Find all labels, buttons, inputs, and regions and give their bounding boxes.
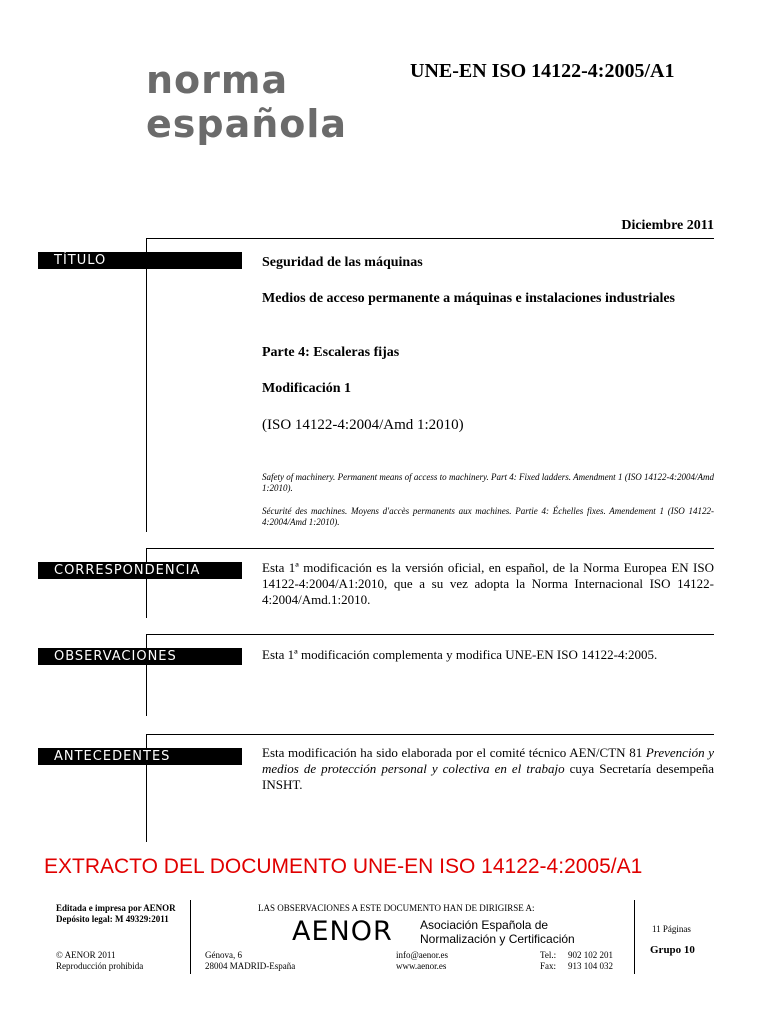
frame-top-line — [146, 238, 714, 239]
frame-left-line — [146, 238, 147, 532]
address-line-1: Génova, 6 — [205, 950, 242, 960]
brand-line-1: norma — [146, 58, 289, 102]
antecedentes-committee-name: Prevención y medios de protección personal y colectiva en el trabajo — [262, 745, 714, 776]
english-title: Safety of machinery. Permanent means of access to machinery. Part 4: Fixed ladders. Amendment 1 (ISO 14122-4:2004/Amd 1:2010). — [262, 472, 714, 493]
copyright: © AENOR 2011 — [56, 950, 116, 960]
antecedentes-text-pre: Esta modificación ha sido elaborada por el comité técnico AEN/CTN 81 — [262, 745, 646, 760]
section-label-titulo: TÍTULO — [38, 252, 242, 269]
price-group: Grupo 10 — [650, 944, 695, 956]
title-line-3: Parte 4: Escaleras fijas — [262, 345, 400, 360]
brand-title — [146, 58, 347, 146]
assoc-line-1: Asociación Española de — [420, 918, 549, 932]
section-label-antecedentes: ANTECEDENTES — [38, 748, 242, 765]
section-divider — [146, 548, 714, 549]
section-divider — [146, 734, 714, 735]
fax-label: Fax: — [540, 961, 557, 971]
title-line-2: Medios de acceso permanente a máquinas e instalaciones industriales — [262, 291, 675, 306]
section-divider — [146, 634, 714, 635]
section-label-correspondencia: CORRESPONDENCIA — [38, 562, 242, 579]
title-line-1: Seguridad de las máquinas — [262, 255, 423, 270]
tel-label: Tel.: — [540, 950, 557, 960]
aenor-association — [420, 918, 575, 946]
assoc-line-2: Normalización y Certificación — [420, 932, 575, 946]
aenor-logo: AENOR — [292, 916, 393, 947]
standard-code: UNE-EN ISO 14122-4:2005/A1 — [410, 60, 675, 82]
page-count: 11 Páginas — [652, 924, 691, 934]
web-link[interactable]: www.aenor.es — [396, 961, 447, 971]
section-label-observaciones: OBSERVACIONES — [38, 648, 242, 665]
antecedentes-text — [262, 745, 714, 793]
publication-date: Diciembre 2011 — [621, 218, 714, 233]
fax-number: 913 104 032 — [568, 961, 613, 971]
iso-reference: (ISO 14122-4:2004/Amd 1:2010) — [262, 417, 464, 433]
footer-divider-left — [190, 900, 191, 974]
deposito-legal: Depósito legal: M 49329:2011 — [56, 914, 169, 924]
french-title: Sécurité des machines. Moyens d'accès permanents aux machines. Partie 4: Échelles fixes. Amendement 1 (ISO 14122-4:2004/Amd 1:2010). — [262, 506, 714, 527]
extract-banner: EXTRACTO DEL DOCUMENTO UNE-EN ISO 14122-4:2005/A1 — [44, 855, 643, 878]
footer-divider-right — [634, 900, 635, 974]
address-line-2: 28004 MADRID-España — [205, 961, 296, 971]
title-line-4: Modificación 1 — [262, 381, 352, 396]
antecedentes-text-post: cuya Secretaría desempeña INSHT. — [262, 761, 714, 792]
edited-by: Editada e impresa por AENOR — [56, 903, 176, 913]
tel-number: 902 102 201 — [568, 950, 613, 960]
frame-left-line — [146, 634, 147, 716]
reproduccion-prohibida: Reproducción prohibida — [56, 961, 144, 971]
observaciones-text: Esta 1ª modificación complementa y modifica UNE-EN ISO 14122-4:2005. — [262, 647, 658, 662]
observaciones-note: LAS OBSERVACIONES A ESTE DOCUMENTO HAN DE DIRIGIRSE A: — [258, 903, 535, 913]
correspondencia-text: Esta 1ª modificación es la versión oficial, en español, de la Norma Europea EN ISO 14122-4:2004/A1:2010, que a su vez adopta la Norma Internacional ISO 14122-4:2004/Amd.1:2010. — [262, 560, 714, 607]
brand-line-2: española — [146, 102, 348, 146]
email-link[interactable]: info@aenor.es — [396, 950, 449, 960]
frame-left-line — [146, 548, 147, 618]
